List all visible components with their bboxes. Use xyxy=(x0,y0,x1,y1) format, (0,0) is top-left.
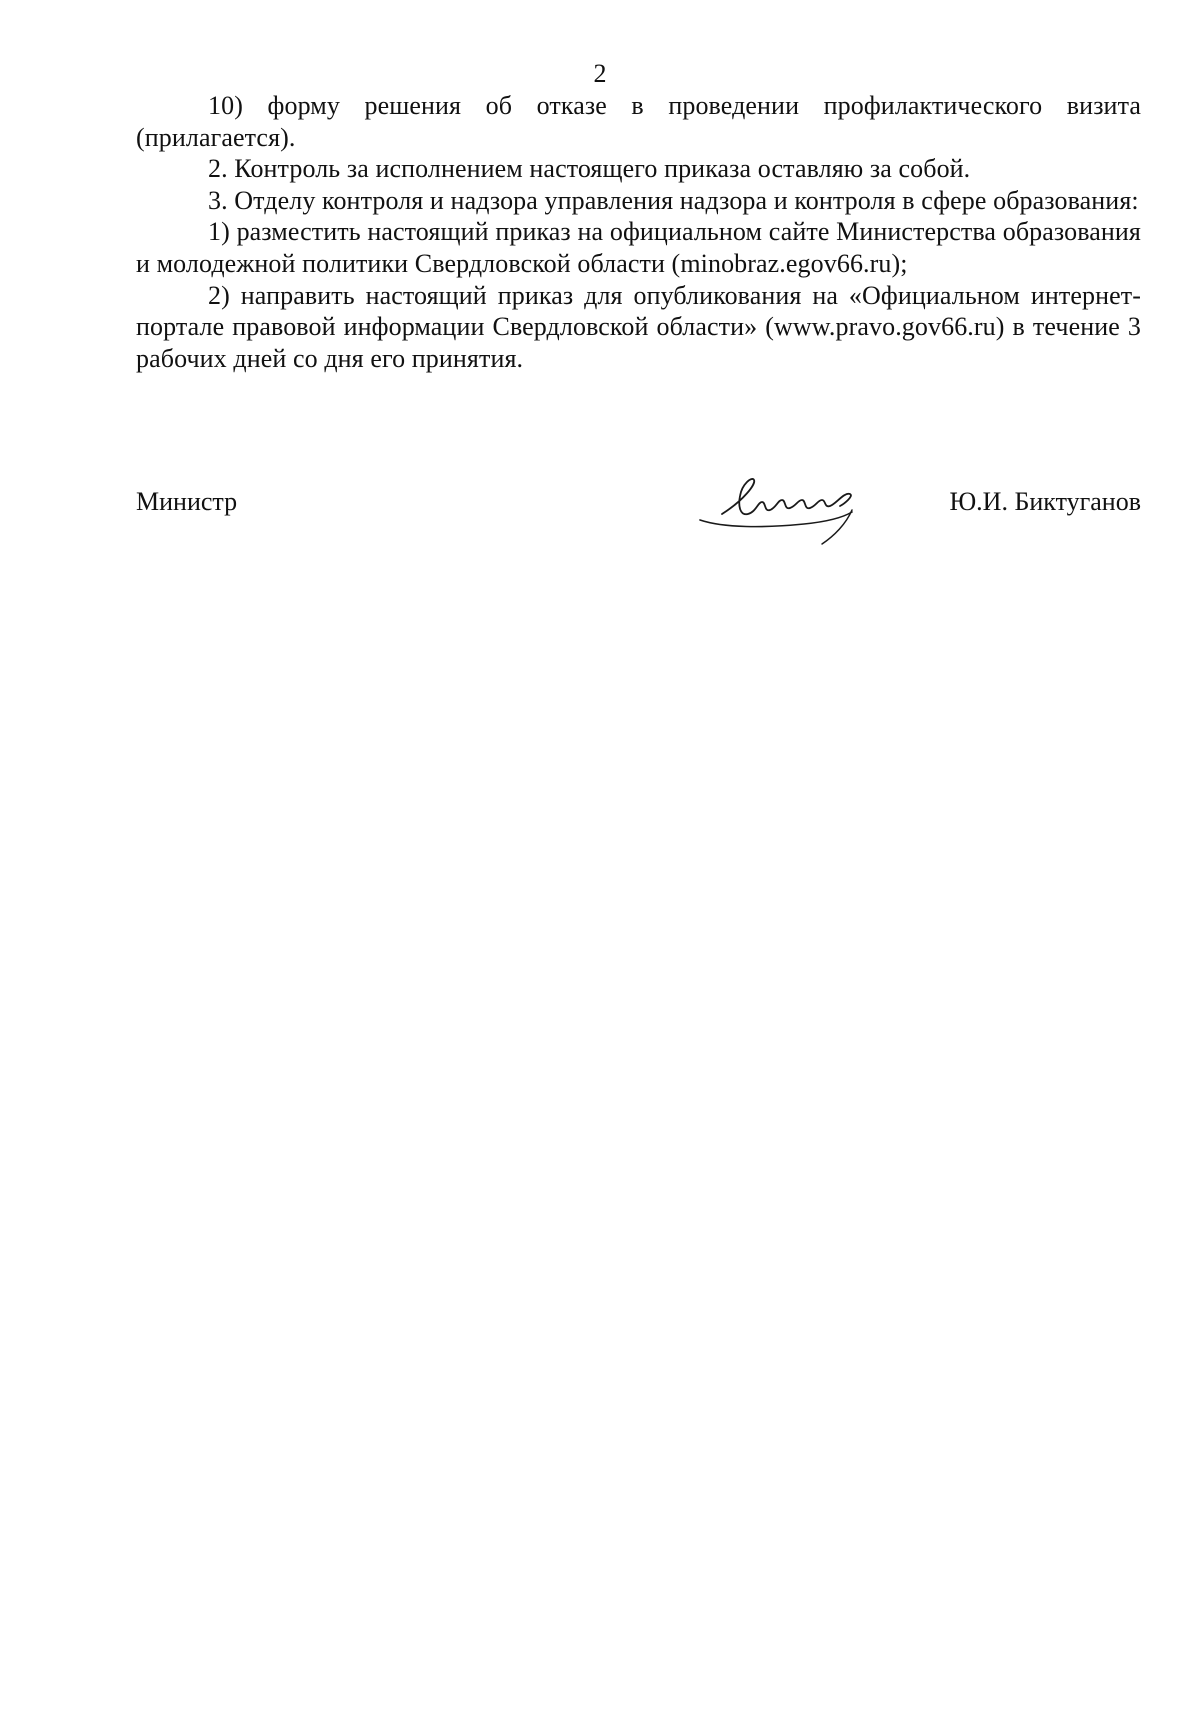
handwritten-signature-icon xyxy=(694,470,874,550)
paragraph-control: 2. Контроль за исполнением настоящего приказа оставляю за собой. xyxy=(208,154,971,184)
paragraph-department-instructions: 3. Отделу контроля и надзора управления надзора и контроля в сфере образования: xyxy=(208,185,1139,215)
paragraph-publish-portal: 2) направить настоящий приказ для опубликования на «Официальном интернет-портале правовой информации Свердловской области» (www.pravo.gov66.ru) в течение 3 рабочих дней со дня его принятия. xyxy=(136,280,1141,373)
signer-title: Министр xyxy=(136,487,238,516)
paragraph-item-10: 10) форму решения об отказе в проведении профилактического визита (прилагается). xyxy=(136,91,1141,152)
signature-block xyxy=(136,478,1141,548)
page-number: 2 xyxy=(593,59,607,88)
document-body xyxy=(136,90,1141,374)
paragraph-publish-site: 1) разместить настоящий приказ на официальном сайте Министерства образования и молодежной политики Свердловской области (minobraz.egov66.ru); xyxy=(136,217,1141,278)
signer-name: Ю.И. Биктуганов xyxy=(949,487,1141,516)
